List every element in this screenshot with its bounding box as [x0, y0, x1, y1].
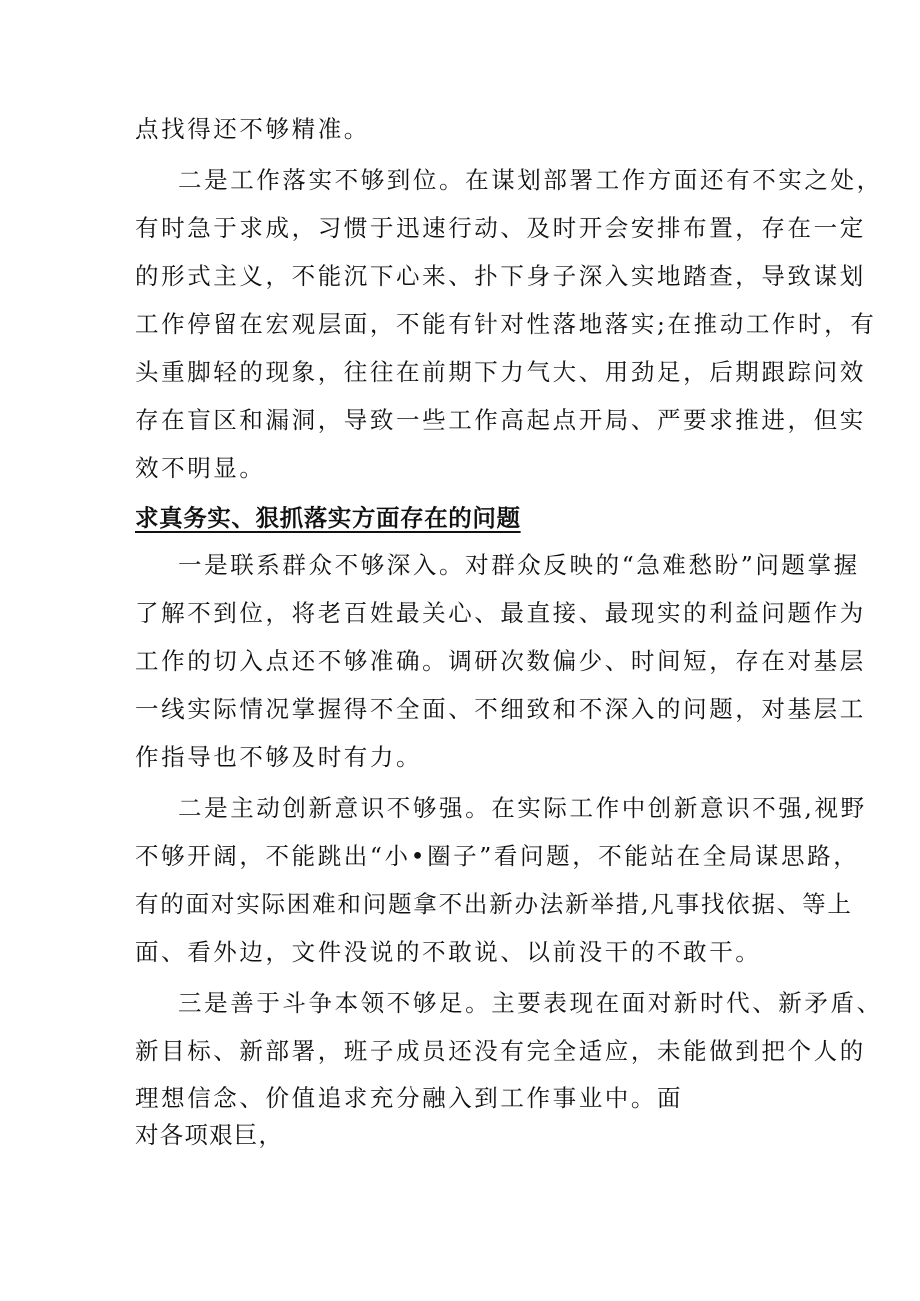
text-line: 的形式主义，不能沉下心来、扑下身子深入实地踏查，导致谋划	[135, 262, 866, 290]
text-line: 了解不到位，将老百姓最关心、最直接、最现实的利益问题作为	[135, 599, 866, 627]
section-heading: 求真务实、狠抓落实方面存在的问题	[135, 504, 521, 532]
text-line: 有时急于求成，习惯于迅速行动、及时开会安排布置，存在一定	[135, 214, 866, 242]
paragraph-first-line: 三是善于斗争本领不够足。主要表现在面对新时代、新矛盾、	[178, 989, 883, 1017]
text-line: 点找得还不够精准。	[135, 115, 370, 143]
text-line: 效不明显。	[135, 454, 266, 482]
text-line: 对各项艰巨，	[135, 1121, 284, 1149]
text-line: 理想信念、价值追求充分融入到工作事业中。面	[135, 1084, 684, 1112]
text-line: 不够开阔，不能跳出“小•圈子”看问题，不能站在全局谋思路，	[135, 842, 860, 870]
paragraph-first-line: 二是主动创新意识不够强。在实际工作中创新意识不强,视野	[178, 794, 867, 822]
paragraph-first-line: 一是联系群众不够深入。对群众反映的“急难愁盼”问题掌握	[178, 551, 860, 579]
text-line: 面、看外边，文件没说的不敢说、以前没干的不敢干。	[135, 938, 762, 966]
text-line: 一线实际情况掌握得不全面、不细致和不深入的问题，对基层工	[135, 695, 866, 723]
text-line: 存在盲区和漏洞，导致一些工作高起点开局、严要求推进，但实	[135, 406, 866, 434]
text-line: 工作的切入点还不够准确。调研次数偏少、时间短，存在对基层	[135, 647, 866, 675]
text-line: 新目标、新部署，班子成员还没有完全适应，未能做到把个人的	[135, 1037, 866, 1065]
text-line: 作指导也不够及时有力。	[135, 743, 423, 771]
paragraph-first-line: 二是工作落实不够到位。在谋划部署工作方面还有不实之处，	[178, 166, 883, 194]
text-line: 有的面对实际困难和问题拿不出新办法新举措,凡事找依据、等上	[135, 890, 853, 918]
text-line: 头重脚轻的现象，往往在前期下力气大、用劲足，后期跟踪问效	[135, 358, 866, 386]
text-line: 工作停留在宏观层面，不能有针对性落地落实;在推动工作时，有	[135, 310, 877, 338]
